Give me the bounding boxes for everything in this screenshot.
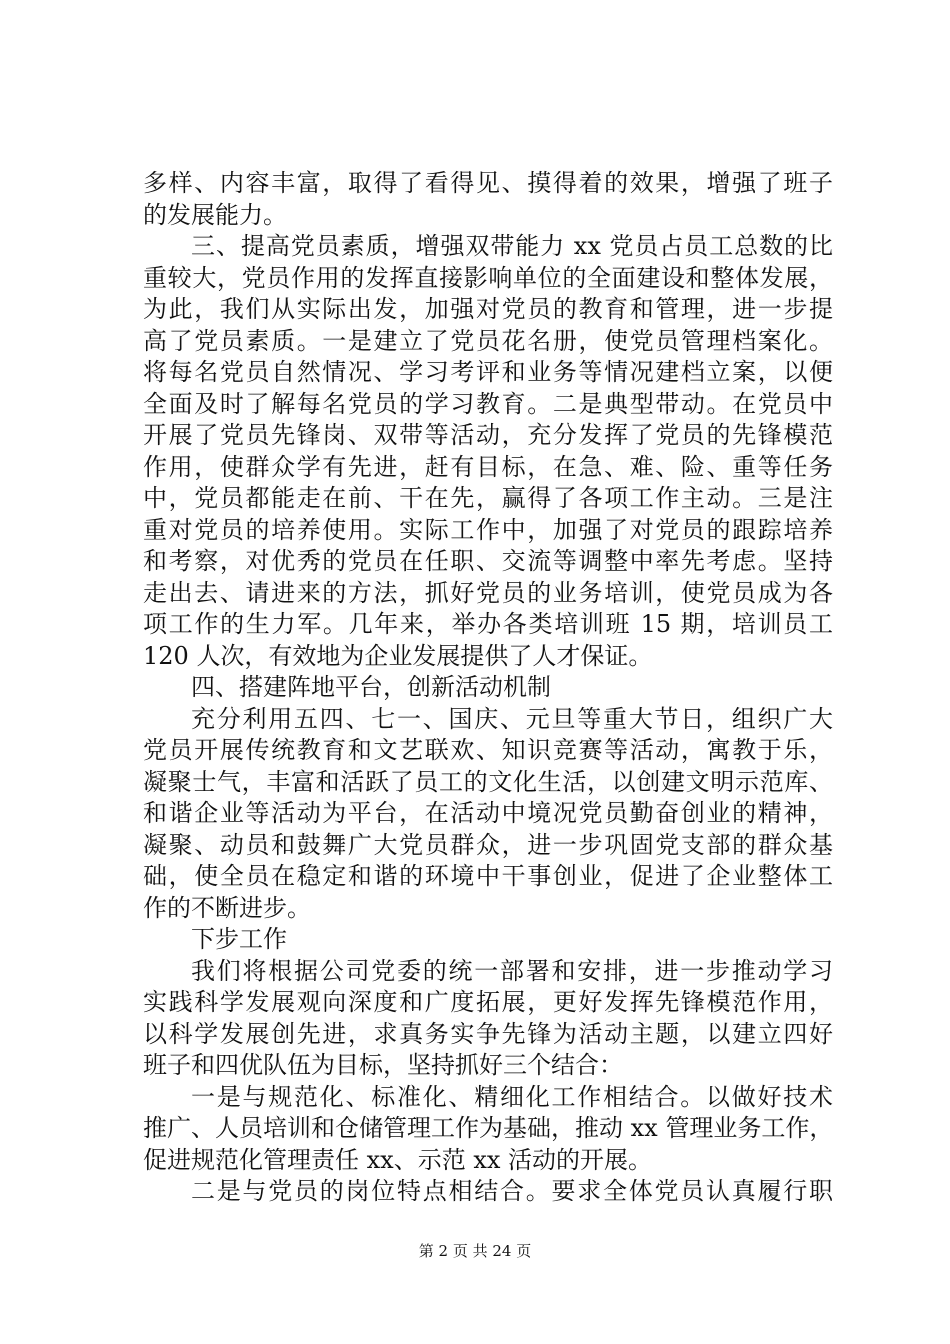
text-line: 以科学发展创先进，求真务实争先锋为活动主题，以建立四好 bbox=[143, 1019, 833, 1048]
text-line: 四、搭建阵地平台，创新活动机制 bbox=[191, 673, 551, 701]
text-line: 的发展能力。 bbox=[143, 200, 287, 229]
text-line: 下步工作 bbox=[191, 925, 287, 953]
text-line: 实践科学发展观向深度和广度拓展，更好发挥先锋模范作用， bbox=[143, 988, 833, 1016]
text-line: 我们将根据公司党委的统一部署和安排，进一步推动学习 bbox=[191, 956, 833, 985]
text-line: 中，党员都能走在前、干在先，赢得了各项工作主动。三是注 bbox=[143, 484, 833, 512]
text-line: 为此，我们从实际出发，加强对党员的教育和管理，进一步提 bbox=[143, 295, 833, 323]
text-line: 班子和四优队伍为目标，坚持抓好三个结合： bbox=[143, 1051, 623, 1079]
text-line: 和考察，对优秀的党员在任职、交流等调整中率先考虑。坚持 bbox=[143, 547, 833, 575]
text-line: 促进规范化管理责任 xx、示范 xx 活动的开展。 bbox=[143, 1145, 653, 1174]
text-line: 项工作的生力军。几年来，举办各类培训班 15 期，培训员工 bbox=[143, 610, 833, 638]
text-line: 重对党员的培养使用。实际工作中，加强了对党员的跟踪培养 bbox=[143, 515, 833, 544]
text-line: 一是与规范化、标准化、精细化工作相结合。以做好技术 bbox=[191, 1082, 833, 1111]
text-line: 充分利用五四、七一、国庆、元旦等重大节日，组织广大 bbox=[191, 704, 833, 733]
text-line: 走出去、请进来的方法，抓好党员的业务培训，使党员成为各 bbox=[143, 578, 833, 607]
text-line: 120 人次，有效地为企业发展提供了人才保证。 bbox=[143, 641, 653, 670]
page-footer: 第 2 页 共 24 页 bbox=[418, 1242, 532, 1260]
text-line: 开展了党员先锋岗、双带等活动，充分发挥了党员的先锋模范 bbox=[143, 421, 833, 449]
text-line: 推广、人员培训和仓储管理工作为基础，推动 xx 管理业务工作， bbox=[143, 1114, 834, 1142]
text-line: 高了党员素质。一是建立了党员花名册，使党员管理档案化。 bbox=[143, 326, 833, 355]
text-line: 全面及时了解每名党员的学习教育。二是典型带动。在党员中 bbox=[143, 389, 833, 418]
text-line: 多样、内容丰富，取得了看得见、摸得着的效果，增强了班子 bbox=[143, 169, 833, 197]
text-line: 二是与党员的岗位特点相结合。要求全体党员认真履行职 bbox=[191, 1177, 833, 1205]
text-line: 作用，使群众学有先进，赶有目标，在急、难、险、重等任务 bbox=[143, 452, 833, 481]
text-line: 凝聚士气，丰富和活跃了员工的文化生活，以创建文明示范库、 bbox=[143, 767, 833, 796]
text-line: 三、提高党员素质，增强双带能力 xx 党员占员工总数的比 bbox=[191, 232, 833, 260]
text-line: 凝聚、动员和鼓舞广大党员群众，进一步巩固党支部的群众基 bbox=[143, 830, 833, 859]
text-line: 党员开展传统教育和文艺联欢、知识竞赛等活动，寓教于乐， bbox=[143, 736, 833, 764]
document-body bbox=[143, 168, 833, 1208]
text-line: 础，使全员在稳定和谐的环境中干事创业，促进了企业整体工 bbox=[143, 862, 833, 890]
text-line: 重较大，党员作用的发挥直接影响单位的全面建设和整体发展， bbox=[143, 263, 833, 292]
text-line: 作的不断进步。 bbox=[143, 893, 311, 922]
text-line: 和谐企业等活动为平台，在活动中境况党员勤奋创业的精神， bbox=[143, 799, 833, 827]
text-line: 将每名党员自然情况、学习考评和业务等情况建档立案，以便 bbox=[143, 358, 833, 386]
